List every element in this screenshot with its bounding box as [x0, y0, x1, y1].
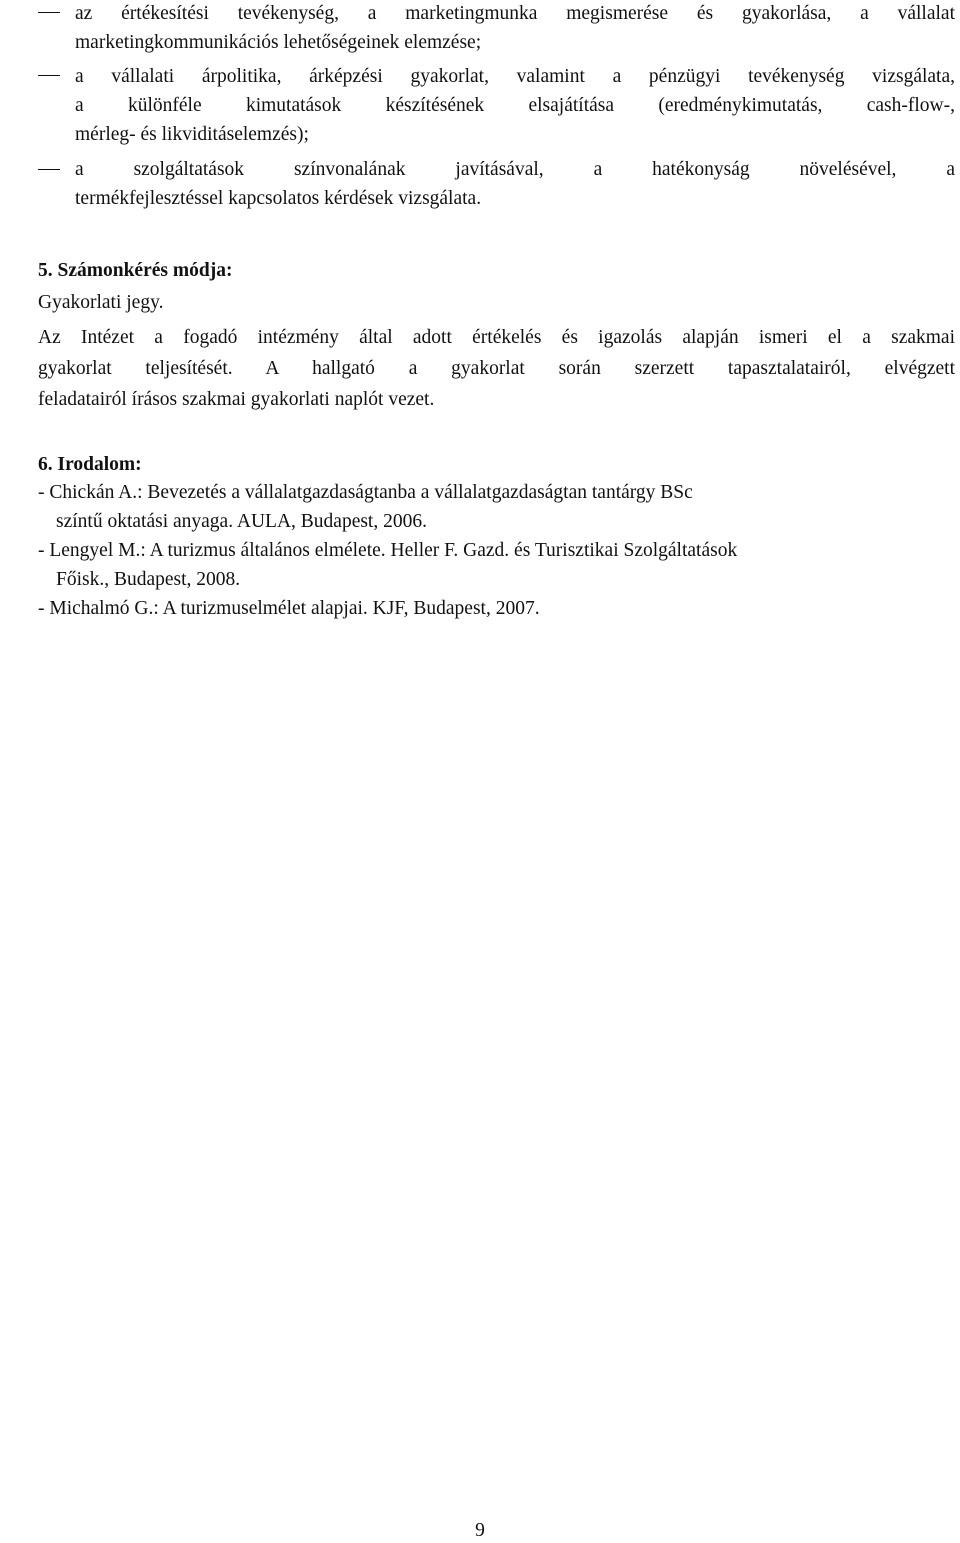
list-item-line: termékfejlesztéssel kapcsolatos kérdések vizsgálata.	[75, 188, 482, 209]
paragraph-line: Az Intézet a fogadó intézmény által adott értékelés és igazolás alapján ismeri el a szakmai	[38, 327, 955, 348]
reference-item: - Lengyel M.: A turizmus általános elmélete. Heller F. Gazd. és Turisztikai Szolgáltatások	[38, 540, 738, 561]
list-item-line: marketingkommunikációs lehetőségeinek elemzése;	[75, 32, 482, 53]
dash-bullet-icon	[38, 75, 60, 76]
dash-bullet-icon	[38, 12, 60, 13]
section-heading: 5. Számonkérés módja:	[38, 260, 233, 281]
section-heading: 6. Irodalom:	[38, 454, 142, 475]
paragraph-line: Gyakorlati jegy.	[38, 292, 164, 313]
paragraph-line: feladatairól írásos szakmai gyakorlati naplót vezet.	[38, 389, 435, 410]
reference-item: - Michalmó G.: A turizmuselmélet alapjai. KJF, Budapest, 2007.	[38, 598, 540, 619]
page-number: 9	[475, 1520, 485, 1541]
reference-item-continuation: színtű oktatási anyaga. AULA, Budapest, 2006.	[56, 511, 427, 532]
dash-bullet-icon	[38, 169, 60, 170]
list-item-line: a különféle kimutatások készítésének elsajátítása (eredménykimutatás, cash-flow-,	[75, 95, 955, 116]
reference-item: - Chickán A.: Bevezetés a vállalatgazdaságtanba a vállalatgazdaságtan tantárgy BSc	[38, 482, 693, 503]
list-item-line: a vállalati árpolitika, árképzési gyakorlat, valamint a pénzügyi tevékenység vizsgálata,	[75, 66, 955, 87]
list-item-line: az értékesítési tevékenység, a marketingmunka megismerése és gyakorlása, a vállalat	[75, 3, 955, 24]
list-item-line: mérleg- és likviditáselemzés);	[75, 124, 309, 145]
reference-item-continuation: Főisk., Budapest, 2008.	[56, 569, 241, 590]
list-item-line: a szolgáltatások színvonalának javításával, a hatékonyság növelésével, a	[75, 159, 955, 180]
paragraph-line: gyakorlat teljesítését. A hallgató a gyakorlat során szerzett tapasztalatairól, elvégzett	[38, 358, 955, 379]
